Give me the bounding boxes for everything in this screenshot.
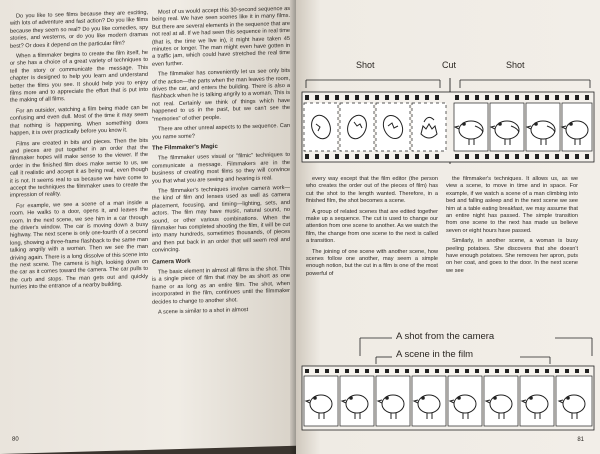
paragraph: The filmmaker has conveniently let us see only bits of the action—the parts when the man leaves the room, drives the car, and enters the building. There is also a flashback when he is talking angrily to a woman. This is not real. Certainly we think of things which have happened to us in the past, but we can't see the "memories" of other people. — [152, 68, 290, 123]
label-shot-right: Shot — [506, 60, 525, 70]
paragraph: When a filmmaker begins to create the film itself, he or she has a choice of a great variety of techniques to tell the story or communicate the message. This chapter is designed to help you learn and understand better the films you see. It should help you to enjoy films more and to appreciate the effort that is put into the making of all films. — [10, 49, 148, 105]
paragraph: A group of related scenes that are edited together make up a sequence. The cut is used to change our attention from one scene to another. As we watch the film, the change from one scene to the next is called a transition. — [306, 208, 438, 245]
paragraph: The basic element in almost all films is the shot. This is a single piece of film that may be as short as one frame or as long as an entire film. The shot, when incorporated in the film, continues until the filmmaker decides to change to another shot. — [152, 265, 290, 306]
paragraph: For an outsider, watching a film being made can be confusing and even dull. Most of the time it may seem that nothing is happening. When something does happen, it is over practically before you know it. — [10, 104, 148, 137]
paragraph: Similarly, in another scene, a woman is busy peeling potatoes. She discovers that she doesn't have enough potatoes. She removes her apron, puts on her coat, and goes to the door. In the next scene we see — [446, 238, 578, 274]
paragraph: Films are created in bits and pieces. Then the bits and pieces are put together in an order that the filmmaker hopes will make sense to the viewer. If the order in the finished film does make sense to us, we call it realistic and accept it as being real, even though it is not. It seems real to us because we have come to accept the techniques the filmmaker uses to create the impression of reality. — [10, 137, 148, 200]
paragraph: For example, we see a scene of a man inside a room. He walks to a door, opens it, and leaves the room. In the next scene, we see him in a car through the driver's window. The car is moving down a busy highway. The next scene is only one-fourth of a second long, showing a three-frame flashback to the same man talking angrily with a woman. Then we see the man driving again. There is a long dissolve of this scene into the next scene. The camera is high, looking down on the car as it comes toward the camera. The car pulls to the curb and stops. The man gets out and quickly hurries into the entrance of a nearby building. — [10, 199, 148, 291]
section-heading: Camera Work — [152, 258, 191, 266]
paragraph: There are other unreal aspects to the sequence. Can you name some? — [152, 122, 290, 141]
right-column-2 — [446, 176, 578, 278]
paragraph: every way except that the film editor (the person who creates the order out of the pieces of film) has cut the shot to the length wanted. Therefore, in a finished film, the shot becomes a scene. — [306, 176, 438, 205]
paragraph: A scene is similar to a shot in almost — [158, 307, 249, 316]
left-column-1 — [10, 10, 148, 295]
page-number: 81 — [577, 436, 584, 443]
film-strip-shot-scene-diagram — [300, 326, 596, 432]
label-shot-left: Shot — [356, 60, 375, 70]
paragraph: The joining of one scene with another scene, how scenes follow one another, may seem a simple enough notion, but the cut in a film is one of the most powerful of — [306, 248, 438, 277]
paragraph: Most of us would accept this 30-second sequence as being real. We have seen scenes like it in many films. But there are several elements in the sequence that are not real at all. If we had seen this sequence in real time (that is, the time we live in), it might have taken 45 minutes or longer. The man might even have gotten in a traffic jam, which could have stretched the real time even further. — [152, 5, 290, 68]
page-number: 80 — [12, 436, 19, 443]
film-strip-shot-cut-diagram — [300, 74, 596, 170]
label-shot-from-camera: A shot from the camera — [396, 331, 495, 342]
paragraph: The filmmaker's techniques involve camera work—the kind of film and lenses used as well as camera placement, focusing, and timing—lighting, sets, and actors. The film may have music, natural sound, no sound, or other various combinations. When the filmmaker has completed shooting the film, it will be cut into many hundreds, sometimes thousands, of pieces and then put back in an order that will seem real and convincing. — [152, 184, 290, 254]
left-page — [0, 0, 296, 454]
right-column-1 — [306, 176, 438, 281]
paragraph: the filmmaker's techniques. It allows us, as we view a scene, to move in time and in space. For example, if we watch a scene of a man climbing into bed and falling asleep and in the next scene we see him at a table eating breakfast, we may assume that an entire night has passed. The simple transition from one scene to the next has made us believe seven or eight hours have passed. — [446, 176, 578, 234]
paragraph: The filmmaker uses visual or "filmic" techniques to communicate a message. Filmmakers are in the business of creating most films so they will convince you that what you are seeing and hearing is real. — [152, 152, 290, 185]
left-column-2 — [152, 6, 290, 320]
label-scene-in-film: A scene in the film — [396, 349, 474, 360]
label-cut: Cut — [442, 60, 457, 70]
section-heading: The Filmmaker's Magic — [152, 143, 218, 152]
paragraph: Do you like to see films because they are exciting, with lots of adventure and fast action? Do you like films because they seem so real? Do you like comedies, spy stories, and westerns, or do you like modern dramas best? Or does it depend on the particular film? — [10, 9, 148, 50]
right-page — [296, 0, 600, 454]
